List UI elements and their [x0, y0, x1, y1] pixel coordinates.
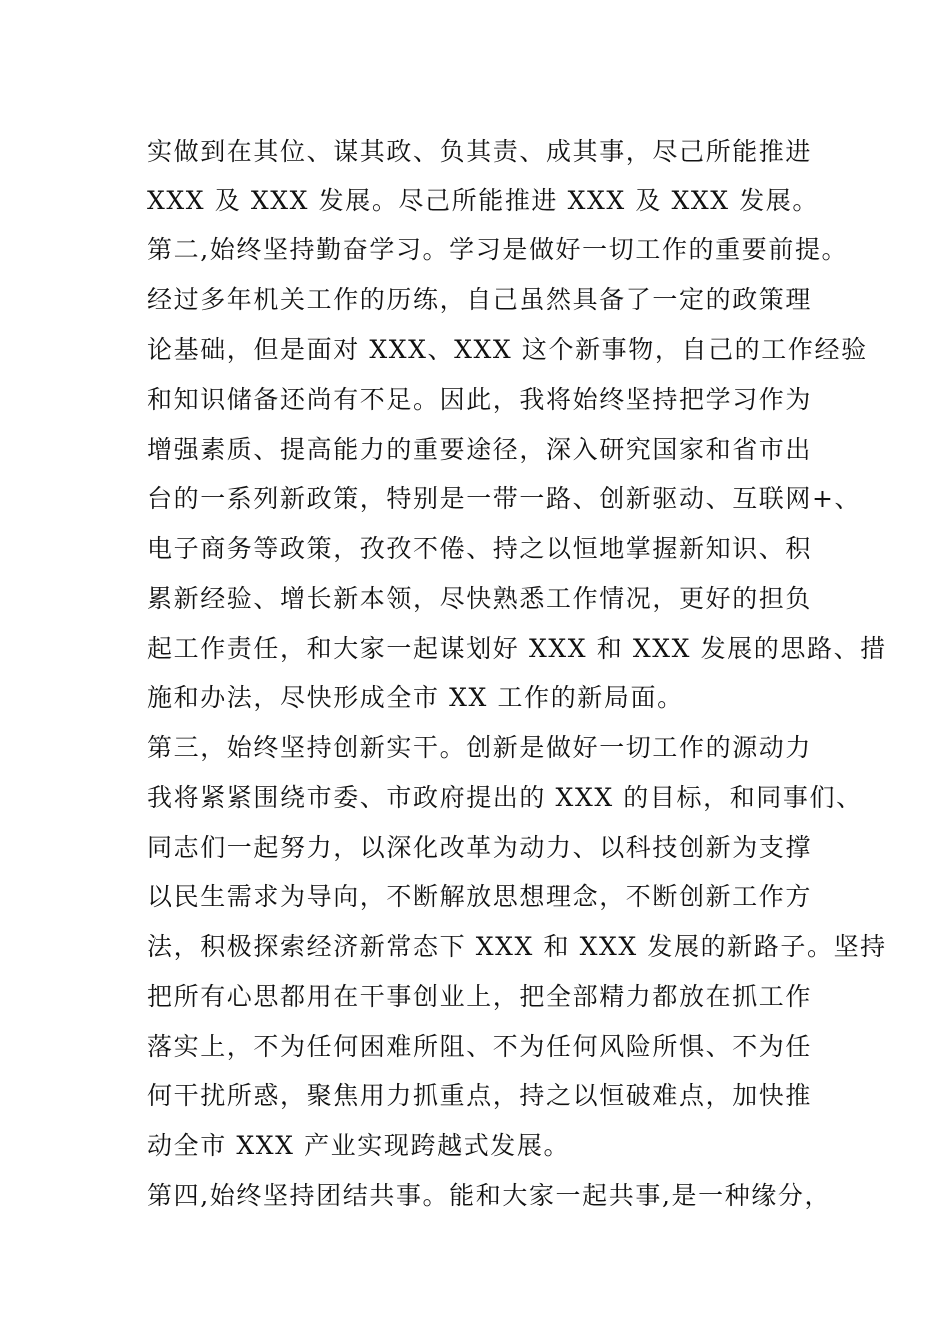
- text-line-4: 经过多年机关工作的历练，自己虽然具备了一定的政策理: [147, 285, 813, 314]
- text-line-8: 台的一系列新政策，特别是一带一路、创新驱动、互联网+、: [147, 484, 862, 513]
- text-line-15: 同志们一起努力，以深化改革为动力、以科技创新为支撑: [147, 833, 813, 862]
- text-line-10: 累新经验、增长新本领，尽快熟悉工作情况，更好的担负: [147, 584, 813, 613]
- text-line-13: 第三，始终坚持创新实干。创新是做好一切工作的源动力: [147, 733, 813, 762]
- text-line-1: 实做到在其位、谋其政、负其责、成其事，尽己所能推进: [147, 137, 813, 166]
- text-line-9: 电子商务等政策，孜孜不倦、持之以恒地掌握新知识、积: [147, 534, 813, 563]
- text-line-7: 增强素质、提高能力的重要途径，深入研究国家和省市出: [147, 435, 813, 464]
- text-line-19: 落实上，不为任何困难所阻、不为任何风险所惧、不为任: [147, 1032, 813, 1061]
- text-line-16: 以民生需求为导向，不断解放思想理念，不断创新工作方: [147, 882, 813, 911]
- text-line-6: 和知识储备还尚有不足。因此，我将始终坚持把学习作为: [147, 385, 813, 414]
- text-line-17: 法，积极探索经济新常态下 XXX 和 XXX 发展的新路子。坚持: [147, 932, 887, 961]
- text-line-5: 论基础，但是面对 XXX、XXX 这个新事物，自己的工作经验: [147, 335, 868, 364]
- text-line-11: 起工作责任，和大家一起谋划好 XXX 和 XXX 发展的思路、措: [147, 634, 887, 663]
- text-line-3: 第二,始终坚持勤奋学习。学习是做好一切工作的重要前提。: [147, 235, 849, 264]
- text-line-2: XXX 及 XXX 发展。尽己所能推进 XXX 及 XXX 发展。: [147, 186, 820, 215]
- text-line-14: 我将紧紧围绕市委、市政府提出的 XXX 的目标，和同事们、: [147, 783, 863, 812]
- text-line-18: 把所有心思都用在干事创业上，把全部精力都放在抓工作: [147, 982, 813, 1011]
- text-line-12: 施和办法，尽快形成全市 XX 工作的新局面。: [147, 683, 684, 712]
- text-line-21: 动全市 XXX 产业实现跨越式发展。: [147, 1131, 571, 1160]
- text-line-20: 何干扰所惑，聚焦用力抓重点，持之以恒破难点，加快推: [147, 1081, 813, 1110]
- text-line-22: 第四,始终坚持团结共事。能和大家一起共事,是一种缘分，: [147, 1181, 832, 1210]
